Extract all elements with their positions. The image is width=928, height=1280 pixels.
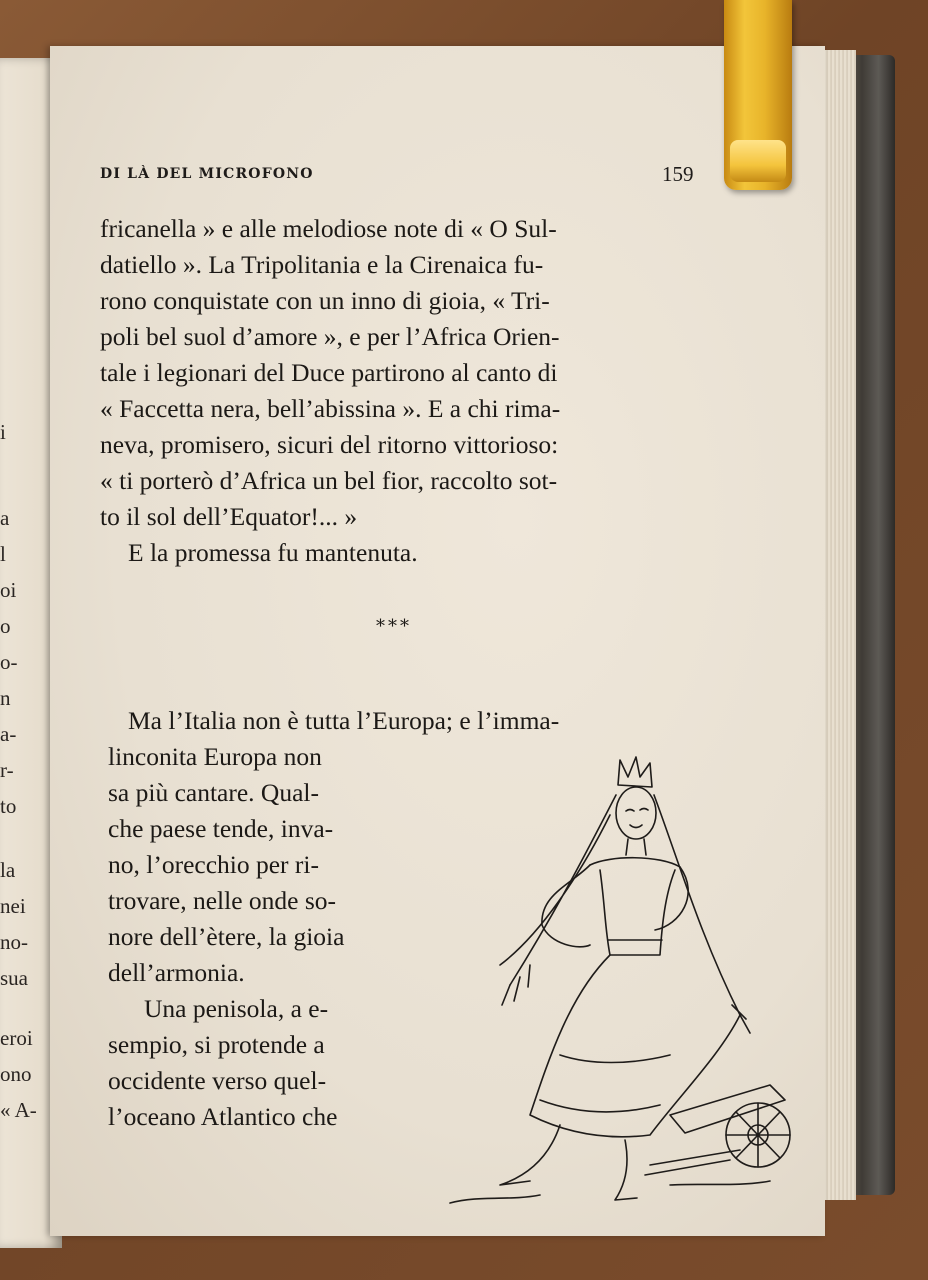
woman-with-crown-and-cannon-icon (440, 755, 820, 1215)
page-number: 159 (662, 162, 694, 186)
section-separator: *** (376, 616, 412, 637)
left-page-fragment: « A- (0, 1098, 37, 1122)
left-page-fragment: eroi (0, 1026, 33, 1050)
text-line: nore dell’ètere, la gioia (108, 922, 345, 951)
text-line: rono conquistate con un inno di gioia, « Tri- (100, 286, 550, 315)
left-page-fragment: la (0, 858, 16, 882)
text-line: neva, promisero, sicuri del ritorno vittorioso: (100, 430, 559, 459)
text-line: sa più cantare. Qual- (108, 778, 319, 807)
left-page-fragment: a (0, 506, 10, 530)
left-page-fragment: nei (0, 894, 26, 918)
left-page-fragment: no- (0, 930, 28, 954)
left-page-fragment: oi (0, 578, 17, 602)
text-line: no, l’orecchio per ri- (108, 850, 319, 879)
running-head: DI LÀ DEL MICROFONO (100, 166, 314, 182)
left-page-fragment: ono (0, 1062, 32, 1086)
text-line: sempio, si protende a (108, 1030, 325, 1059)
text-line: trovare, nelle onde so- (108, 886, 336, 915)
text-line: « ti porterò d’Africa un bel fior, raccolto sot- (100, 466, 558, 495)
left-page-fragment: o- (0, 650, 18, 674)
text-line: fricanella » e alle melodiose note di « O Sul- (100, 214, 557, 243)
left-page-fragment: a- (0, 722, 17, 746)
left-page-fragment: l (0, 542, 6, 566)
left-page-fragment: sua (0, 966, 28, 990)
bookmark-clip (724, 0, 792, 190)
text-line: « Faccetta nera, bell’abissina ». E a chi rima- (100, 394, 561, 423)
text-line: tale i legionari del Duce partirono al canto di (100, 358, 558, 387)
text-line: dell’armonia. (108, 958, 245, 987)
left-page-fragment: i (0, 420, 6, 444)
text-line: Una penisola, a e- (144, 994, 329, 1023)
text-line: l’oceano Atlantico che (108, 1102, 338, 1131)
text-line: occidente verso quel- (108, 1066, 327, 1095)
text-line: linconita Europa non (108, 742, 322, 771)
left-page-fragment: r- (0, 758, 14, 782)
text-line: Ma l’Italia non è tutta l’Europa; e l’imma- (128, 706, 560, 735)
left-page-fragment: o (0, 614, 11, 638)
text-line: datiello ». La Tripolitania e la Cirenaica fu- (100, 250, 544, 279)
text-line: E la promessa fu mantenuta. (128, 538, 418, 567)
text-line: che paese tende, inva- (108, 814, 334, 843)
left-page-fragment: n (0, 686, 11, 710)
text-line: to il sol dell’Equator!... » (100, 502, 358, 531)
text-line: poli bel suol d’amore », e per l’Africa Orien- (100, 322, 560, 351)
left-page-fragment: to (0, 794, 17, 818)
